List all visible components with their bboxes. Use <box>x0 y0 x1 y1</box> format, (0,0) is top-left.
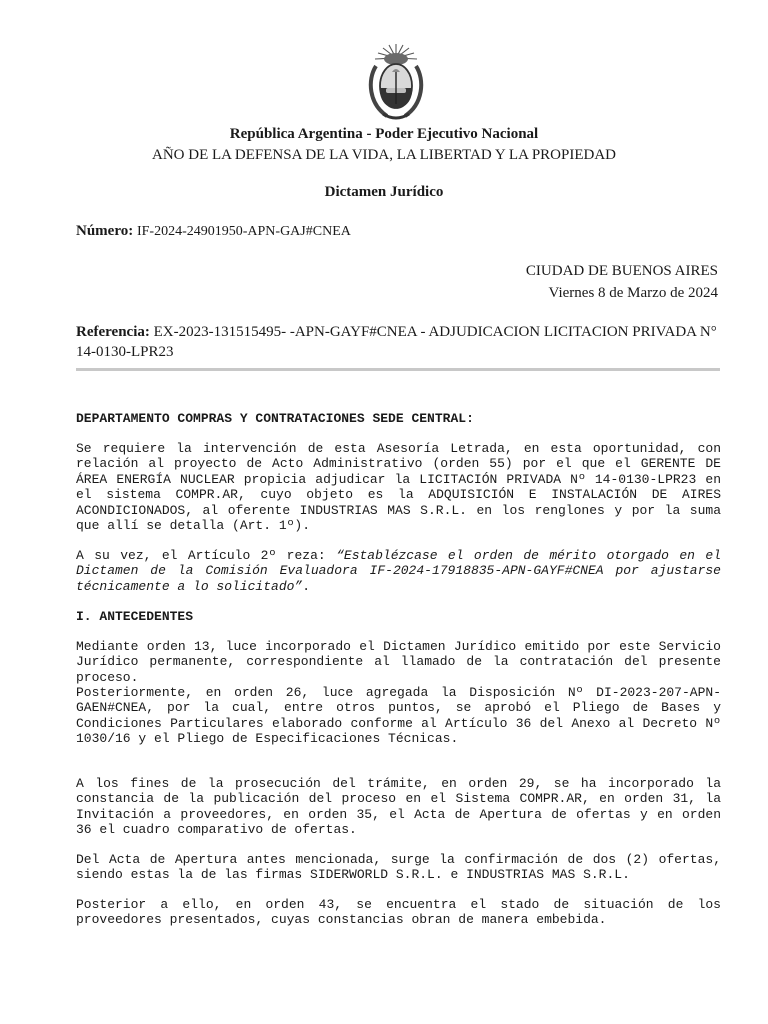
header-title: República Argentina - Poder Ejecutivo Nacional <box>229 126 539 142</box>
department-heading: DEPARTAMENTO COMPRAS Y CONTRATACIONES SEDE CENTRAL: <box>76 411 474 426</box>
header-divider <box>76 368 720 371</box>
paragraph-7: Posterior a ello, en orden 43, se encuentra el stado de situación de los proveedores presentados, cuyas constancias obran de manera embebida. <box>76 897 721 928</box>
section-heading-antecedentes: I. ANTECEDENTES <box>76 609 194 624</box>
date: Viernes 8 de Marzo de 2024 <box>548 285 718 301</box>
paragraph-1: Se requiere la intervención de esta Asesoría Letrada, en esta oportunidad, con relación al proyecto de Acto Administrativo (orden 55) por el que el GERENTE DE ÁREA ENERGÍA NUCLEAR propicia adjudicar la LICITACIÓN PRIVADA Nº 14-0130-LPR23 en el sistema COMPR.AR, cuyo objeto es la ADQUISICIÓN E INSTALACIÓN DE AIRES ACONDICIONADOS, al oferente INDUSTRIAS MAS S.R.L. en los renglones y por la suma que allí se detalla (Art. 1º). <box>76 441 721 534</box>
paragraph-2-quote: “Establézcase el orden de mérito otorgado en el Dictamen de la Comisión Evaluadora IF-2024-17918835-APN-GAYF#CNEA por ajustarse técnicamente a lo solicitado” <box>76 548 721 594</box>
document-number <box>76 223 351 240</box>
paragraph-6: Del Acta de Apertura antes mencionada, surge la confirmación de dos (2) ofertas, siendo estas la de las firmas SIDERWORLD S.R.L. e INDUSTRIAS MAS S.R.L. <box>76 852 721 883</box>
paragraph-2-prefix: A su vez, el Artículo 2º reza: <box>76 548 337 563</box>
header-year-motto: AÑO DE LA DEFENSA DE LA VIDA, LA LIBERTAD Y LA PROPIEDAD <box>151 147 616 163</box>
reference-value: EX-2023-131515495- -APN-GAYF#CNEA - ADJUDICACION LICITACION PRIVADA N° 14-0130-LPR23 <box>76 324 717 360</box>
paragraph-3: Mediante orden 13, luce incorporado el Dictamen Jurídico emitido por este Servicio Jurídico permanente, correspondiente al llamado de la contratación del presente proceso. <box>76 639 721 685</box>
number-label: Número: <box>76 223 134 239</box>
coat-of-arms-icon <box>367 42 425 124</box>
document-type: Dictamen Jurídico <box>324 184 444 200</box>
paragraph-5: A los fines de la prosecución del trámite, en orden 29, se ha incorporado la constancia de la publicación del proceso en el Sistema COMPR.AR, en orden 31, la Invitación a proveedores, en orden 35, el Acta de Apertura de ofertas y en orden 36 el cuadro comparativo de ofertas. <box>76 776 721 838</box>
paragraph-2 <box>76 548 721 594</box>
reference-label: Referencia: <box>76 324 150 340</box>
city: CIUDAD DE BUENOS AIRES <box>525 263 718 279</box>
number-value: IF-2024-24901950-APN-GAJ#CNEA <box>136 224 351 239</box>
reference <box>76 322 722 362</box>
paragraph-2-suffix: . <box>302 578 311 594</box>
paragraph-4: Posteriormente, en orden 26, luce agregada la Disposición Nº DI-2023-207-APN-GAEN#CNEA, por la cual, entre otros puntos, se aprobó el Pliego de Bases y Condiciones Particulares elaborado conforme al Artículo 36 del Anexo al Decreto Nº 1030/16 y el Pliego de Especificaciones Técnicas. <box>76 685 721 747</box>
